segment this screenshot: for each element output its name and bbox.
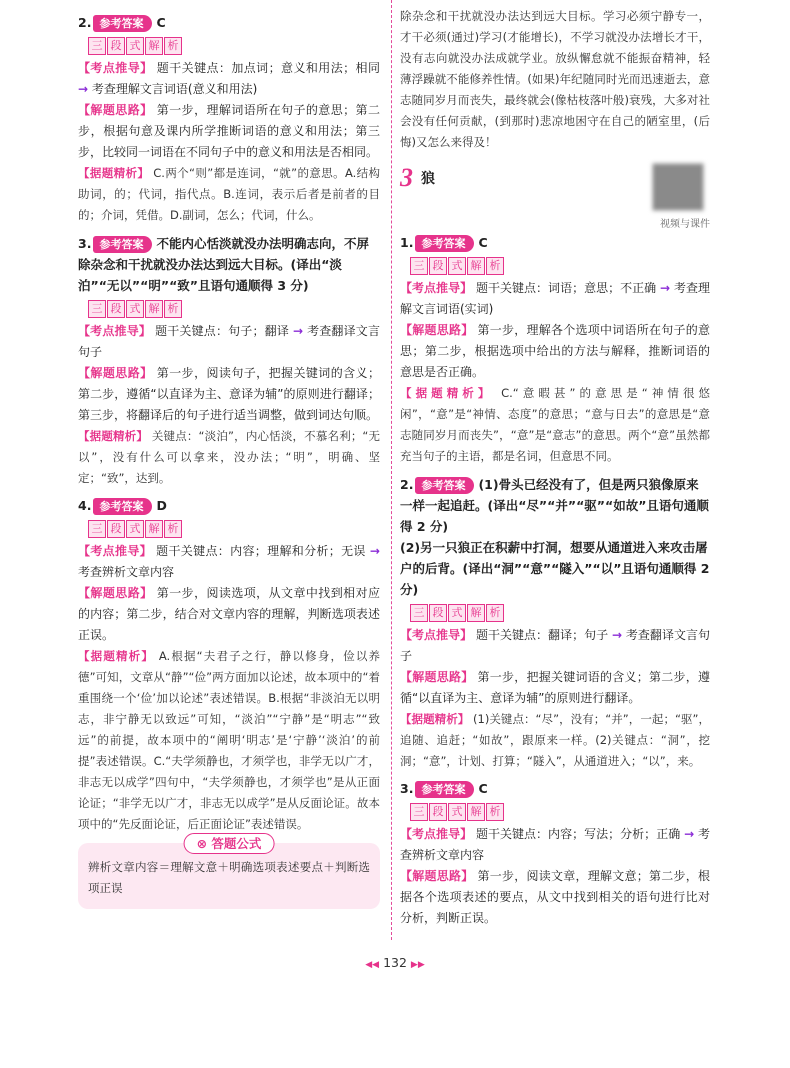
jingxi-label: 【据题精析】 — [78, 429, 149, 443]
section-number: 3 — [400, 163, 413, 192]
jieti-text: 第一步，理解词语所在句子的意思；第二步，根据句意及课内所学推断词语的意义和用法；第三步，比较同一词语在不同句子中的意义和用法是否相同。 — [78, 103, 380, 159]
banner-char: 三 — [410, 604, 428, 622]
arrow-icon: → — [293, 324, 304, 338]
banner-char: 解 — [467, 257, 485, 275]
kaodian-label: 【考点推导】 — [78, 324, 152, 338]
jingxi-text: 关键点：“淡泊”，内心恬淡，不慕名利；“无以”，没有什么可以拿来，没办法；“明”，明确、坚定；“致”，达到。 — [78, 429, 380, 485]
answer-badge: 参考答案 — [93, 15, 152, 32]
jingxi-label: 【据题精析】 — [78, 649, 155, 663]
jieti-paragraph — [400, 866, 710, 929]
answer-row-q2 — [400, 474, 710, 537]
column-divider — [391, 0, 392, 940]
qr-code-icon[interactable] — [652, 163, 704, 211]
answer-value: (1)骨头已经没有了，但是两只狼像原来一样一起追赶。(译出“尽”“并”“驱”“如故”且语句通顺得 2 分) — [400, 477, 709, 534]
three-step-analysis-banner — [410, 604, 710, 622]
kaodian-text: 题干关键点：加点词；意义和用法；相同 — [156, 61, 380, 75]
banner-char: 三 — [410, 803, 428, 821]
jingxi-text: C.“意暇甚”的意思是“神情很悠闲”，“意”是“神情、态度”的意思；“意与日去”的意思是“意志随同岁月而丧失”，“意”是“意志”的意思。两个“意”虽然都充当句子的主语，都是名词，但意思不同。 — [400, 386, 711, 463]
jingxi-label: 【据题精析】 — [400, 386, 494, 400]
answer-row-q1 — [400, 233, 710, 253]
kaodian-label: 【考点推导】 — [400, 281, 473, 295]
banner-char: 解 — [145, 520, 163, 538]
answer-value: C — [478, 781, 488, 796]
answer-value: C — [156, 15, 166, 30]
banner-char: 式 — [126, 37, 144, 55]
jingxi-paragraph — [400, 383, 710, 467]
answer-paragraph — [78, 233, 380, 296]
translation-continued-text: 除杂念和干扰就没办法达到远大目标。学习必须宁静专一，才干必须(通过)学习(才能增长)，不学习就没办法增长才干，没有志向就没办法成就学业。放纵懈怠就不能振奋精神，轻薄浮躁就不能修养性情。(如果)年纪随同时光而迅速逝去，意志随同岁月而丧失，最终就会(像枯枝落叶般)衰残，大多对社会没有任何贡献，(到那时)悲凉地困守在自己的陋室里，(后悔)又怎么来得及！ — [400, 9, 710, 149]
answer-value: D — [156, 498, 167, 513]
question-number: 3. — [78, 236, 92, 251]
right-column — [400, 6, 710, 929]
answer-row-q3 — [400, 779, 710, 799]
answer-row-q2 — [78, 13, 380, 33]
banner-char: 三 — [88, 520, 106, 538]
answer-badge: 参考答案 — [415, 235, 474, 252]
kaodian-paragraph — [78, 321, 380, 363]
chevron-left-icon: ◀◀ — [365, 960, 380, 970]
answer-formula-box — [78, 836, 380, 909]
kaodian-paragraph — [400, 278, 710, 320]
jieti-label: 【解题思路】 — [78, 586, 153, 600]
question-number: 4. — [78, 498, 92, 513]
kaodian-tail: 考查理解文言词语(意义和用法) — [91, 82, 258, 96]
page-footer — [0, 955, 790, 970]
jieti-paragraph — [78, 363, 380, 426]
kaodian-text: 题干关键点：内容；写法；分析；正确 — [475, 827, 681, 841]
answer-badge: 参考答案 — [415, 477, 474, 494]
jieti-label: 【解题思路】 — [400, 869, 474, 883]
banner-char: 式 — [126, 300, 144, 318]
banner-char: 段 — [107, 37, 125, 55]
kaodian-tail: 考查辨析文章内容 — [78, 565, 175, 579]
arrow-icon: → — [78, 82, 89, 96]
jieti-text: 第一步，阅读句子，把握关键词的含义；第二步，遵循“以直译为主、意译为辅”的原则进行翻译；第三步，将翻译后的句子进行适当调整，做到词达句顺。 — [78, 366, 380, 422]
banner-char: 式 — [448, 803, 466, 821]
banner-char: 三 — [410, 257, 428, 275]
section-header — [400, 163, 710, 233]
banner-char: 段 — [107, 300, 125, 318]
banner-char: 解 — [467, 604, 485, 622]
three-step-analysis-banner — [410, 257, 710, 275]
arrow-icon: → — [369, 544, 380, 558]
jieti-text: 第一步，理解各个选项中词语所在句子的意思；第二步，根据选项中给出的方法与解释，推断词语的意思是否正确。 — [400, 323, 710, 379]
banner-char: 析 — [486, 803, 504, 821]
jieti-paragraph — [400, 320, 710, 383]
formula-text: 辨析文章内容＝理解文意＋明确选项表述要点＋判断选项正误 — [88, 860, 370, 895]
answer-value: C — [478, 235, 488, 250]
jingxi-text: A.根据“夫君子之行，静以修身，俭以养德”可知，文章从“静”“俭”两方面加以论述，故本项中的“着重围绕一个‘俭’加以论述”表述错误。B.根据“非淡泊无以明志，非宁静无以致远”可知，“淡泊”“宁静”是“明志”“致远”的前提，故本项中的“阐明‘明志’是‘宁静’‘淡泊’的前提”表述错误。C.“夫学须静也，才须学也，非学无以广才，非志无以成学”四句中，“夫学须静也，才须学也”是从正面论证；“非学无以广才，非志无以成学”是从反面论证。故本项中的“先反面论证，后正面论证”表述错误。 — [78, 649, 380, 831]
kaodian-paragraph — [78, 58, 380, 100]
jieti-paragraph — [78, 583, 380, 646]
answer-badge: 参考答案 — [415, 781, 474, 798]
banner-char: 式 — [126, 520, 144, 538]
kaodian-text: 题干关键点：内容；理解和分析；无误 — [156, 544, 366, 558]
arrow-icon: → — [684, 827, 695, 841]
page-number: 132 — [383, 955, 407, 970]
jingxi-paragraph — [78, 646, 380, 835]
kaodian-text: 题干关键点：句子；翻译 — [155, 324, 290, 338]
banner-char: 解 — [467, 803, 485, 821]
banner-char: 段 — [107, 520, 125, 538]
jieti-paragraph — [78, 100, 380, 163]
kaodian-paragraph — [400, 625, 710, 667]
answer-badge: 参考答案 — [93, 236, 152, 253]
kaodian-label: 【考点推导】 — [400, 628, 473, 642]
section-title: 狼 — [421, 171, 435, 187]
banner-char: 析 — [164, 37, 182, 55]
jieti-label: 【解题思路】 — [400, 670, 474, 684]
question-number: 2. — [400, 477, 414, 492]
answer-paragraph-b: (2)另一只狼正在积薪中打洞，想要从通道进入来攻击屠户的后背。(译出“洞”“意”“隧入”“以”且语句通顺得 2 分) — [400, 540, 710, 597]
kaodian-tail: 考查翻译文言句子 — [78, 324, 380, 359]
kaodian-label: 【考点推导】 — [400, 827, 473, 841]
chevron-right-icon: ▶▶ — [410, 960, 425, 970]
jieti-text: 第一步，把握关键词语的含义；第二步，遵循“以直译为主、意译为辅”的原则进行翻译。 — [400, 670, 710, 705]
kaodian-label: 【考点推导】 — [78, 544, 152, 558]
jingxi-text: C.两个“则”都是连词，“就”的意思。A.结构助词，的；代词，指代点。B.连词，表示后者是前者的目的；介词，凭借。D.副词，怎么；代词，什么。 — [78, 166, 381, 222]
banner-char: 解 — [145, 300, 163, 318]
jieti-paragraph — [400, 667, 710, 709]
three-step-analysis-banner — [88, 520, 380, 538]
banner-char: 析 — [164, 300, 182, 318]
banner-char: 析 — [486, 257, 504, 275]
banner-char: 析 — [164, 520, 182, 538]
banner-char: 式 — [448, 257, 466, 275]
jingxi-paragraph — [400, 709, 710, 772]
banner-char: 三 — [88, 37, 106, 55]
qr-caption: 视频与课件 — [660, 219, 710, 230]
answer-value: 不能内心恬淡就没办法明确志向，不屏除杂念和干扰就没办法达到远大目标。(译出“淡泊”“无以”“明”“致”且语句通顺得 3 分) — [78, 236, 369, 293]
kaodian-text: 题干关键点：翻译；句子 — [475, 628, 609, 642]
left-column — [78, 6, 380, 909]
three-step-analysis-banner — [410, 803, 710, 821]
jingxi-text: (1)关键点：“尽”，没有；“并”，一起；“驱”，追随、追赶；“如故”，跟原来一样。(2)关键点：“洞”，挖洞；“意”，计划、打算；“隧入”，从通道进入；“以”，来。 — [400, 712, 711, 768]
kaodian-paragraph — [78, 541, 380, 583]
kaodian-paragraph — [400, 824, 710, 866]
kaodian-text: 题干关键点：词语；意思；不正确 — [475, 281, 657, 295]
kaodian-tail: 考查理解文言词语(实词) — [400, 281, 710, 316]
jingxi-paragraph — [78, 163, 380, 226]
banner-char: 段 — [429, 604, 447, 622]
jingxi-paragraph — [78, 426, 380, 489]
jingxi-label: 【据题精析】 — [78, 166, 150, 180]
question-number: 3. — [400, 781, 414, 796]
jieti-label: 【解题思路】 — [78, 366, 153, 380]
jingxi-label: 【据题精析】 — [400, 712, 470, 726]
jieti-text: 第一步，阅读选项，从文章中找到相对应的内容；第二步，结合对文章内容的理解，判断选项表述正误。 — [78, 586, 380, 642]
banner-char: 析 — [486, 604, 504, 622]
banner-char: 段 — [429, 257, 447, 275]
formula-title-text: 答题公式 — [211, 836, 262, 851]
kaodian-tail: 考查翻译文言句子 — [400, 628, 710, 663]
banner-char: 三 — [88, 300, 106, 318]
question-number: 2. — [78, 15, 92, 30]
three-step-analysis-banner — [88, 300, 380, 318]
jieti-label: 【解题思路】 — [400, 323, 474, 337]
answer-paragraph — [400, 474, 710, 537]
answer-row-q3 — [78, 233, 380, 296]
arrow-icon: → — [611, 628, 623, 642]
banner-char: 段 — [429, 803, 447, 821]
formula-title: ⊗ 答题公式 — [184, 833, 275, 854]
banner-char: 解 — [145, 37, 163, 55]
answer-badge: 参考答案 — [93, 498, 152, 515]
jieti-label: 【解题思路】 — [78, 103, 153, 117]
arrow-icon: → — [660, 281, 671, 295]
kaodian-label: 【考点推导】 — [78, 61, 153, 75]
banner-char: 式 — [448, 604, 466, 622]
answer-row-q4 — [78, 496, 380, 516]
question-number: 1. — [400, 235, 414, 250]
kaodian-tail: 考查辨析文章内容 — [400, 827, 710, 862]
three-step-analysis-banner — [88, 37, 380, 55]
jieti-text: 第一步，阅读文章，理解文意；第二步，根据各个选项表述的要点，从文中找到相关的语句进行比对分析，判断正误。 — [400, 869, 710, 925]
